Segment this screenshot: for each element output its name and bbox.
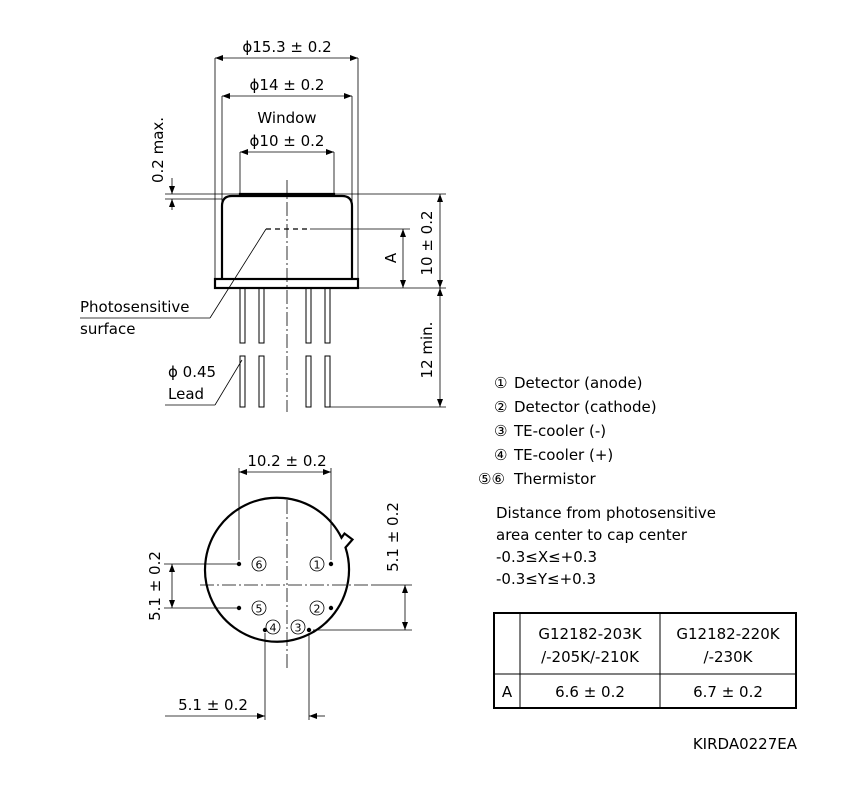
legend-text-3: TE-cooler (-): [514, 422, 607, 440]
pin-span-vertical-left-label: 5.1 ± 0.2: [146, 551, 164, 621]
pin-4-label: 4: [269, 621, 277, 635]
pin-legend: [478, 374, 657, 488]
pin-dots: [237, 562, 333, 632]
legend-marker-3: ③: [494, 422, 508, 440]
cap-dia-label: ϕ14 ± 0.2: [249, 76, 325, 94]
legend-marker-4: ④: [494, 446, 508, 464]
dimension-table: [494, 613, 796, 708]
table-header-col1-line1: G12182-203K: [538, 625, 642, 643]
note-line-4: -0.3≤Y≤+0.3: [496, 570, 596, 588]
table-header-col2-line1: G12182-220K: [676, 625, 780, 643]
lead-dia-label: ϕ 0.45: [168, 363, 217, 381]
photosensitive-label-line1: Photosensitive: [80, 298, 190, 316]
tolerance-note: [496, 504, 716, 588]
pin-3-label: 3: [294, 621, 302, 635]
leads-upper: [240, 288, 330, 343]
legend-text-1: Detector (anode): [514, 374, 643, 392]
dim-a-label: A: [382, 252, 400, 264]
pin-6-label: 6: [255, 558, 263, 572]
pin-2-label: 2: [313, 602, 321, 616]
drawing-code: KIRDA0227EA: [692, 735, 797, 753]
side-view: [80, 38, 446, 412]
pin-span-vertical-right-label: 5.1 ± 0.2: [384, 502, 402, 572]
note-line-3: -0.3≤X≤+0.3: [496, 548, 598, 566]
pin-1-label: 1: [313, 558, 321, 572]
window-dia-label: ϕ10 ± 0.2: [249, 132, 325, 150]
note-line-2: area center to cap center: [496, 526, 688, 544]
legend-text-5: Thermistor: [514, 470, 596, 488]
base-flange: [215, 279, 358, 288]
table-header-col1-line2: /-205K/-210K: [541, 648, 639, 666]
photosensitive-label-line2: surface: [80, 320, 136, 338]
table-header-col2-line2: /-230K: [703, 648, 753, 666]
pin-span-horizontal-label: 10.2 ± 0.2: [247, 452, 327, 470]
legend-marker-2: ②: [494, 398, 508, 416]
pin-labels: [252, 557, 324, 635]
cap-outer-dia-label: ϕ15.3 ± 0.2: [242, 38, 332, 56]
table-row-val1: 6.6 ± 0.2: [555, 683, 625, 701]
leads-lower: [240, 356, 330, 407]
pin-span-bottom-label: 5.1 ± 0.2: [178, 696, 248, 714]
table-row-val2: 6.7 ± 0.2: [693, 683, 763, 701]
window-label: Window: [257, 109, 317, 127]
lead-label: Lead: [168, 385, 205, 403]
legend-text-4: TE-cooler (+): [514, 446, 614, 464]
legend-text-2: Detector (cathode): [514, 398, 657, 416]
legend-marker-5: ⑤⑥: [478, 470, 505, 488]
table-row-label: A: [501, 683, 513, 701]
note-line-1: Distance from photosensitive: [496, 504, 716, 522]
pin-5-label: 5: [255, 602, 263, 616]
base-circle: [205, 498, 352, 642]
window-max-label: 0.2 max.: [149, 116, 167, 184]
cap-height-label: 10 ± 0.2: [418, 210, 436, 276]
lead-length-label: 12 min.: [418, 321, 436, 379]
legend-marker-1: ①: [494, 374, 508, 392]
bottom-view: [146, 452, 412, 720]
